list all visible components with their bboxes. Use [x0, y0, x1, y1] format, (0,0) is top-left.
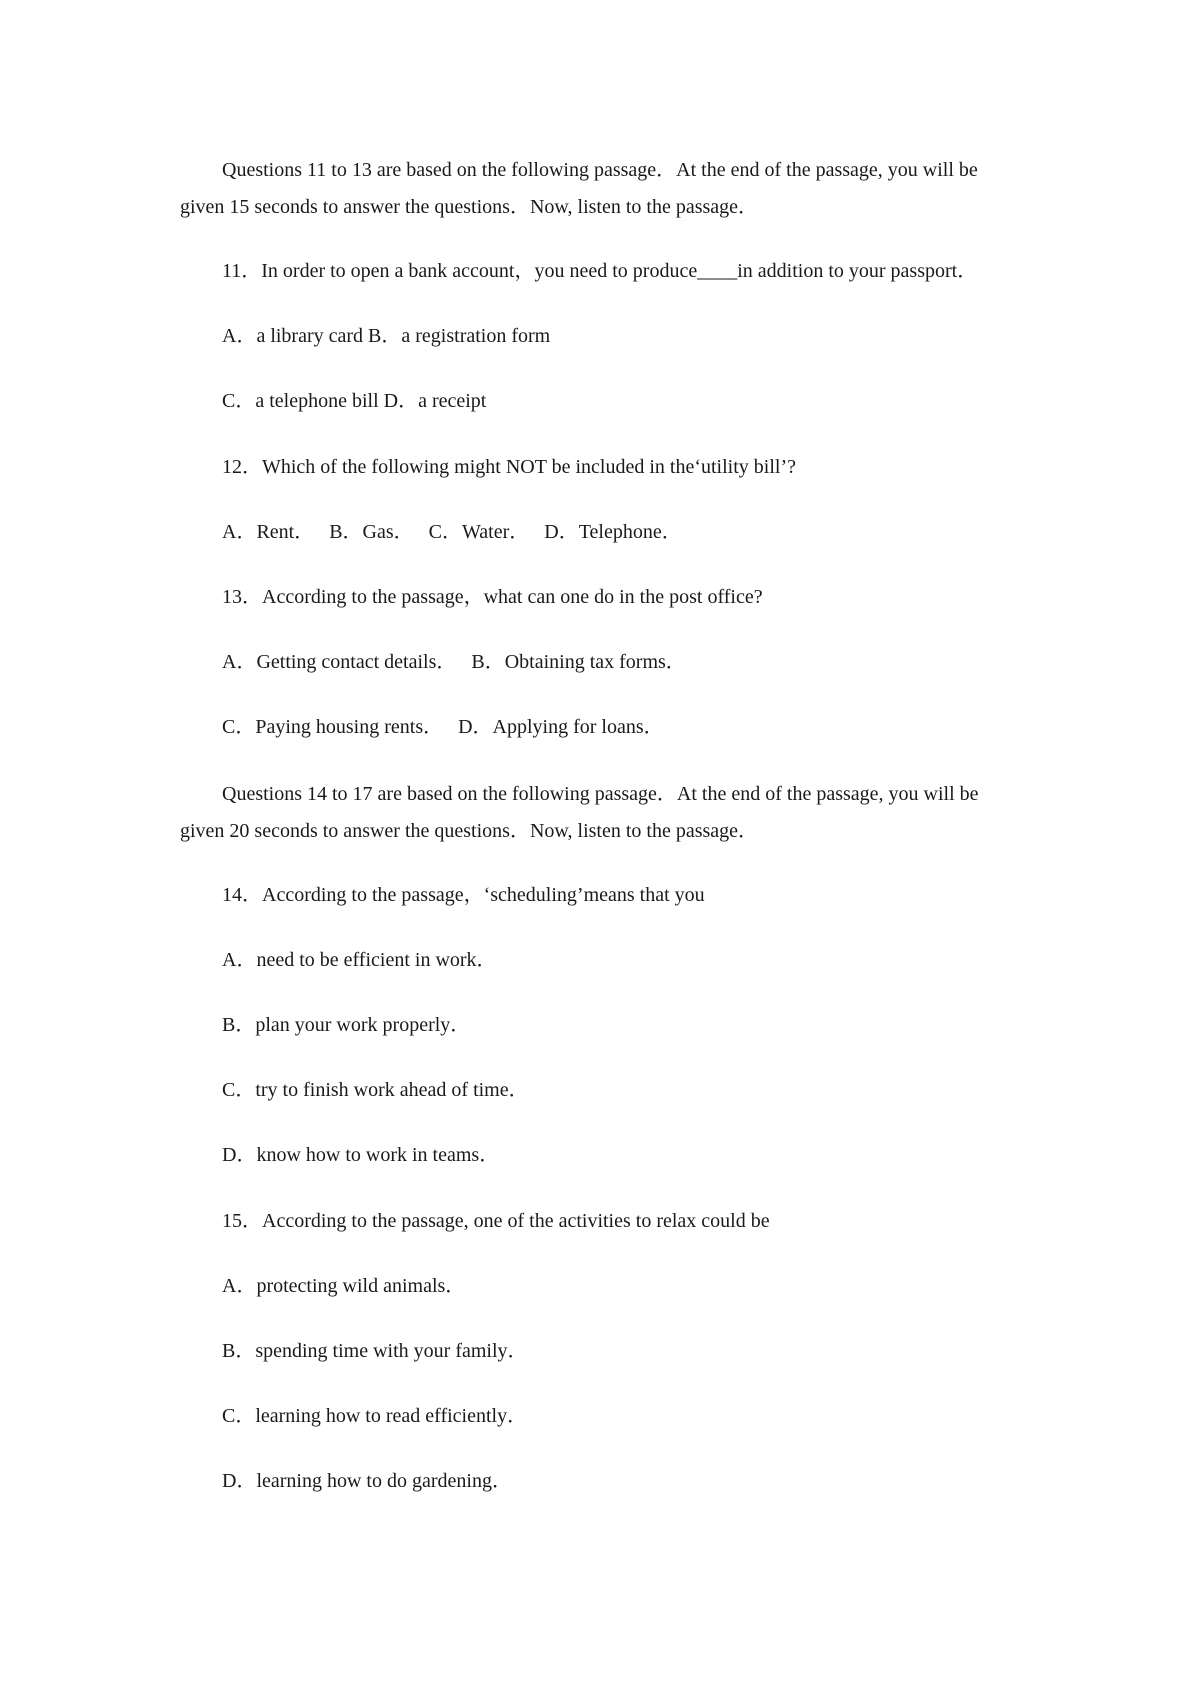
q13-stem: 13．According to the passage，what can one do in the post office? — [222, 586, 763, 608]
q14-option-a: A．need to be efficient in work． — [222, 949, 497, 971]
section1-intro: Questions 11 to 13 are based on the following passage．At the end of the passage, you will be given 15 seconds to answer the questions．Now, listen to the passage． — [180, 159, 978, 218]
q15-stem: 15．According to the passage, one of the activities to relax could be — [222, 1210, 770, 1232]
q14-stem: 14．According to the passage，‘scheduling’means that you — [222, 884, 705, 906]
q14-option-d: D．know how to work in teams． — [222, 1144, 500, 1166]
q11-options-line1: A．a library card B．a registration form — [222, 325, 551, 347]
q13-options-line1: A．Getting contact details． B．Obtaining tax forms． — [222, 651, 686, 673]
q15-option-b: B．spending time with your family． — [222, 1340, 528, 1362]
q11-options-line2: C．a telephone bill D．a receipt — [222, 390, 487, 412]
q14-option-b: B．plan your work properly． — [222, 1014, 471, 1036]
q14-option-c: C．try to finish work ahead of time． — [222, 1079, 529, 1101]
q12-options-line1: A．Rent． B．Gas． C．Water． D．Telephone． — [222, 521, 682, 543]
section2-intro: Questions 14 to 17 are based on the following passage．At the end of the passage, you will be given 20 seconds to answer the questions．Now, listen to the passage． — [180, 783, 979, 842]
q15-option-d: D．learning how to do gardening． — [222, 1470, 512, 1492]
q12-stem: 12．Which of the following might NOT be included in the‘utility bill’? — [222, 456, 796, 478]
q15-option-a: A．protecting wild animals． — [222, 1275, 466, 1297]
q13-options-line2: C．Paying housing rents． D．Applying for loans． — [222, 716, 664, 738]
q15-option-c: C．learning how to read efficiently． — [222, 1405, 528, 1427]
q11-stem: 11．In order to open a bank account，you need to produce____in addition to your passport． — [222, 260, 978, 282]
